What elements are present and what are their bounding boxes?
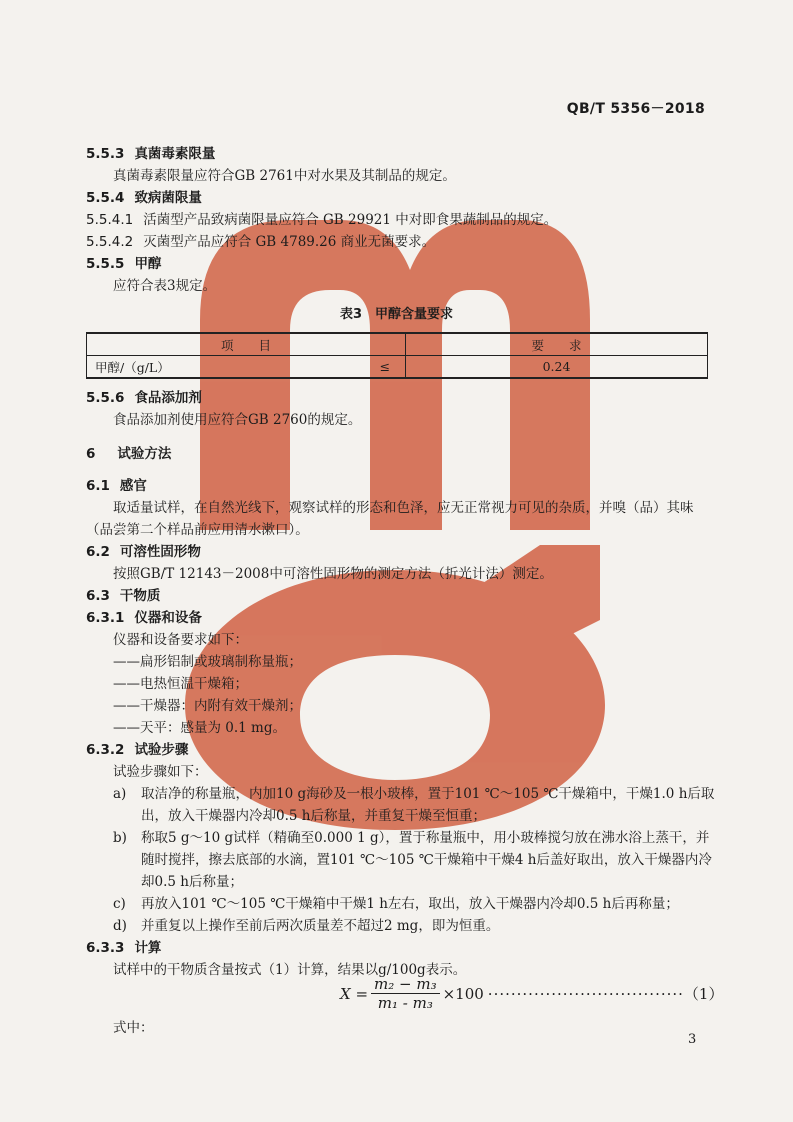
paragraph: 试验步骤如下： [113,764,208,780]
step-label: b) [113,830,127,846]
step-text: 称取5 g～10 g试样（精确至0.000 1 g），置于称量瓶中，用小玻棒搅匀放在沸水浴上蒸干，并 [141,830,710,846]
paragraph: 取适量试样，在自然光线下，观察试样的形态和色泽，应无正常视力可见的杂质，并嗅（品）其味 [113,500,694,516]
step-text: 取洁净的称量瓶，内加10 g海砂及一根小玻棒，置于101 ℃～105 ℃干燥箱中，干燥1.0 h后取 [141,786,715,802]
formula-multiplier: ×100 [442,984,484,1003]
section-5-5-5-heading [86,254,161,274]
formula-leader-dots: ·································· [487,984,684,1003]
table-header-item: 项 目 [87,333,406,356]
clause-text: 活菌型产品致病菌限量应符合 GB 29921 中对即食果蔬制品的规定。 [143,212,558,228]
section-number: 6.3.1 [86,610,125,626]
list-item: ——天平：感量为 0.1 mg。 [113,720,286,736]
step-b-continuation: 却0.5 h后称量； [141,874,243,890]
section-6-3-3-heading [86,938,161,958]
section-6-3-1-heading [86,608,202,628]
step-text: 并重复以上操作至前后两次质量差不超过2 mg，即为恒重。 [141,918,500,934]
table-header-requirement: 要 求 [406,333,708,356]
section-title: 感官 [119,478,147,494]
step-label: d) [113,918,127,934]
step-b-continuation: 随时搅拌，擦去底部的水滴，置101 ℃～105 ℃干燥箱中干燥4 h后盖好取出，放入干燥器内冷 [141,852,712,868]
methanol-requirement-table [86,332,708,379]
clause-text: 灭菌型产品应符合 GB 4789.26 商业无菌要求。 [143,234,436,250]
section-number: 6.3.2 [86,742,125,758]
formula-numerator: m₂ − m₃ [371,975,440,994]
clause-5-5-4-1 [86,210,557,230]
section-number: 5.5.5 [86,256,125,272]
section-title: 仪器和设备 [134,610,202,626]
list-item: ——干燥器：内附有效干燥剂； [113,698,302,714]
section-title: 甲醇 [134,256,162,272]
section-number: 5.5.3 [86,146,125,162]
section-title: 致病菌限量 [134,190,202,206]
section-title: 食品添加剂 [134,390,202,406]
section-title: 试验步骤 [134,742,189,758]
section-number: 5.5.4 [86,190,125,206]
page-number: 3 [688,1032,697,1047]
step-b [113,828,709,848]
paragraph: 试样中的干物质含量按式（1）计算，结果以g/100g表示。 [113,962,467,978]
paragraph-continuation: （品尝第二个样品前应用清水漱口）。 [86,522,309,538]
step-a-continuation: 出，放入干燥器内冷却0.5 h后称量，并重复干燥至恒重； [141,808,486,824]
section-title: 可溶性固形物 [119,544,201,560]
section-6-heading [86,444,171,464]
section-6-2-heading [86,542,201,562]
section-6-3-heading [86,586,160,606]
table-row [87,356,708,379]
step-label: c) [113,896,126,912]
formula-1 [340,975,723,1012]
step-d [113,916,499,936]
table-cell-item: 甲醇/（g/L） [87,356,365,379]
table-caption: 表3 甲醇含量要求 [339,307,454,322]
paragraph: 食品添加剂使用应符合GB 2760的规定。 [113,412,362,428]
section-5-5-6-heading [86,388,202,408]
paragraph: 真菌毒素限量应符合GB 2761中对水果及其制品的规定。 [113,168,456,184]
section-6-1-heading [86,476,147,496]
table-cell-value: 0.24 [406,356,708,379]
paragraph: 式中： [113,1020,154,1036]
section-number: 5.5.6 [86,390,125,406]
table-cell-operator: ≤ [365,356,406,379]
list-item: ——电热恒温干燥箱； [113,676,248,692]
formula-fraction [371,975,440,1012]
formula-denominator: m₁ - m₃ [377,994,433,1012]
section-title: 计算 [134,940,162,956]
section-5-5-3-heading [86,144,215,164]
step-a [113,784,714,804]
paragraph: 按照GB/T 12143－2008中可溶性固形物的测定方法（折光计法）测定。 [113,566,553,582]
section-number: 6.3 [86,588,110,604]
table-header-row [87,333,708,356]
section-number: 6.3.3 [86,940,125,956]
clause-number: 5.5.4.2 [86,234,134,250]
step-c [113,894,679,914]
clause-5-5-4-2 [86,232,435,252]
section-6-3-2-heading [86,740,188,760]
section-title: 干物质 [119,588,161,604]
section-number: 6 [86,446,96,462]
section-title: 真菌毒素限量 [134,146,216,162]
formula-label: （1） [683,985,724,1003]
section-5-5-4-heading [86,188,202,208]
section-number: 6.1 [86,478,110,494]
standard-code: QB/T 5356－2018 [566,101,705,117]
paragraph: 仪器和设备要求如下： [113,632,248,648]
step-text: 再放入101 ℃～105 ℃干燥箱中干燥1 h左右，取出，放入干燥器内冷却0.5 h后再称量； [141,896,679,912]
step-label: a) [113,786,127,802]
paragraph: 应符合表3规定。 [113,278,217,294]
section-title: 试验方法 [117,446,172,462]
section-number: 6.2 [86,544,110,560]
formula-lhs: X = [340,984,369,1003]
list-item: ——扁形铝制或玻璃制称量瓶； [113,654,302,670]
clause-number: 5.5.4.1 [86,212,134,228]
